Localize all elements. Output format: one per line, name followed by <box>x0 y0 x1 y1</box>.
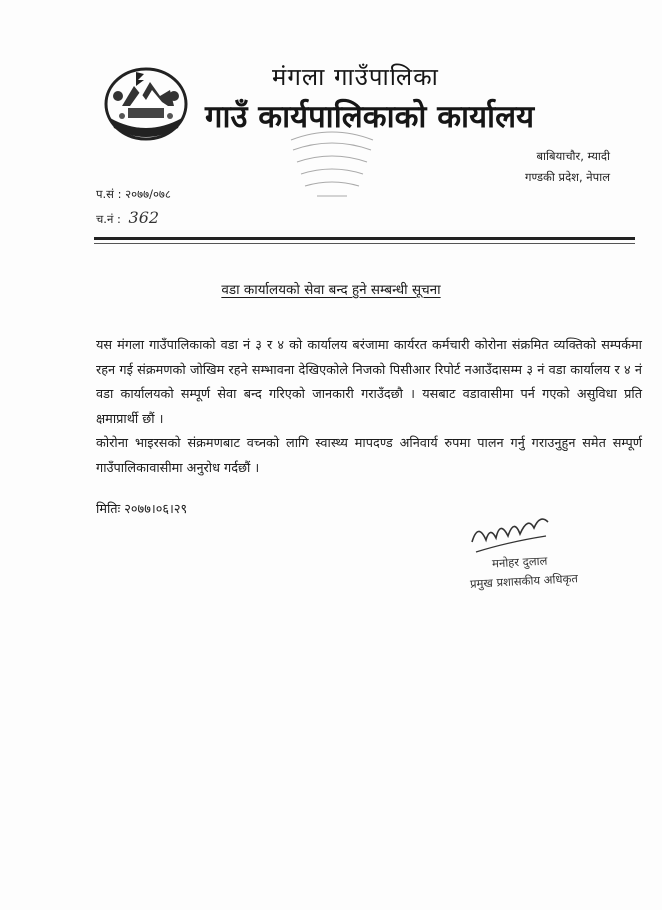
notice-paragraph-1: यस मंगला गाउँपालिकाको वडा नं ३ र ४ को कार्यालय बरंजामा कार्यरत कर्मचारी कोरोना संक्रमित व्यक्तिको सम्पर्कमा रहन गई संक्रमणको जोखिम रहने सम्भावना देखिएकोले निजको पिसीआर रिपोर्ट नआउँदासम्म ३ नं वडा कार्यालय र ४ नं वडा कार्यालयको सम्पूर्ण सेवा बन्द गरिएको जानकारी गराउँदछौ । यसबाट वडावासीमा पर्न गएको असुविधा प्रति क्षमाप्रार्थी छौं । <box>96 338 642 427</box>
fiscal-year-value: २०७७/०७८ <box>125 187 171 201</box>
header-divider <box>94 237 635 240</box>
fiscal-year-label: प.सं : <box>96 187 122 201</box>
notice-subject-text: वडा कार्यालयको सेवा बन्द हुने सम्बन्धी सूचना <box>221 282 441 298</box>
notice-paragraph-2: कोरोना भाइरसको संक्रमणबाट वच्नको लागि स्वास्थ्य मापदण्ड अनिवार्य रुपमा पालन गर्नु गराउनुहुन समेत सम्पूर्ण गाउँपालिकावासीमा अनुरोध गर्दछौं । <box>96 436 642 476</box>
signature-icon <box>468 512 554 558</box>
office-stamp-icon <box>283 128 381 203</box>
address-line-1: बाबियाचौर, म्यादी <box>536 149 610 163</box>
dispatch-number-label: च.नं : <box>96 212 121 226</box>
fiscal-year-reference <box>96 187 171 202</box>
address-line-2: गण्डकी प्रदेश, नेपाल <box>524 170 610 184</box>
municipality-name: मंगला गाउँपालिका <box>272 63 439 91</box>
government-emblem-icon <box>100 62 192 142</box>
dispatch-number-reference <box>96 208 159 227</box>
notice-subject <box>0 280 662 298</box>
notice-date: मितिः २०७७।०६।२९ <box>96 502 188 517</box>
office-name: गाउँ कार्यपालिकाको कार्यालय <box>205 99 535 135</box>
signatory-name: मनोहर दुलाल <box>491 553 548 571</box>
notice-body <box>96 334 642 481</box>
header-divider-thin <box>94 243 635 244</box>
office-address <box>525 146 610 188</box>
dispatch-number-value: 362 <box>128 208 160 227</box>
signatory-designation: प्रमुख प्रशासकीय अधिकृत <box>469 571 579 591</box>
